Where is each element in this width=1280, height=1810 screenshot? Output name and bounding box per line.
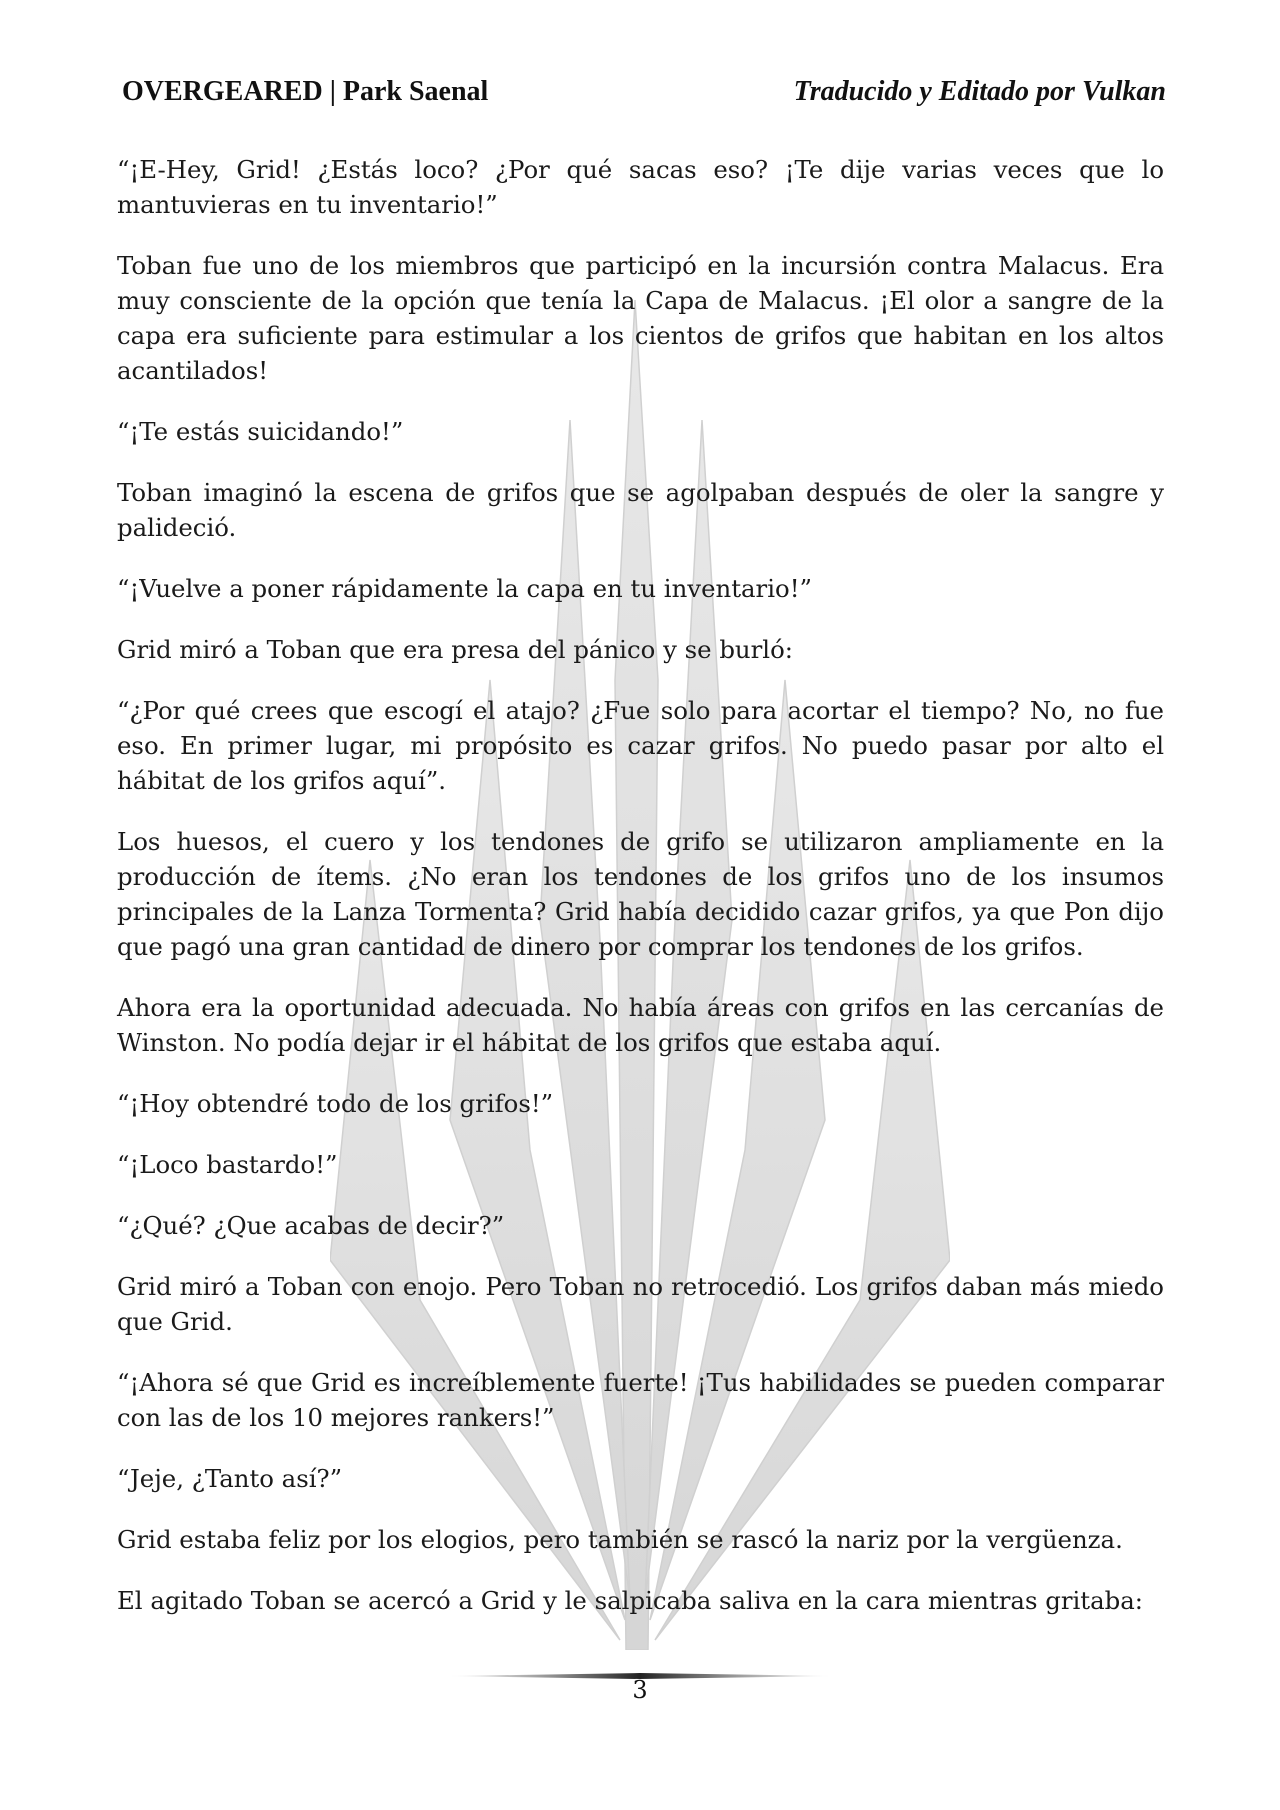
paragraph: “¡Vuelve a poner rápidamente la capa en tu inventario!”: [117, 574, 812, 603]
paragraph: El agitado Toban se acercó a Grid y le salpicaba saliva en la cara mientras gritaba:: [117, 1586, 1144, 1615]
paragraph: “¡Loco bastardo!”: [117, 1150, 338, 1179]
paragraph: Ahora era la oportunidad adecuada. No había áreas con grifos en las cercanías de Winston. No podía dejar ir el hábitat de los grifos que estaba aquí.: [117, 993, 1164, 1057]
paragraph: “¡E-Hey, Grid! ¿Estás loco? ¿Por qué sacas eso? ¡Te dije varias veces que lo mantuvieras en tu inventario!”: [117, 155, 1164, 219]
paragraph: Los huesos, el cuero y los tendones de grifo se utilizaron ampliamente en la producción de ítems. ¿No eran los tendones de los grifos uno de los insumos principales de la Lanza Tormenta? Grid había decidido cazar grifos, ya que Pon dijo que pagó una gran cantidad de dinero por comprar los tendones de los grifos.: [117, 827, 1164, 961]
header-credit: Traducido y Editado por Vulkan: [793, 76, 1166, 107]
header-title: OVERGEARED | Park Saenal: [122, 76, 489, 107]
page-number: 3: [632, 1676, 648, 1704]
paragraph: “¡Hoy obtendré todo de los grifos!”: [117, 1089, 554, 1118]
paragraph: Grid estaba feliz por los elogios, pero también se rascó la nariz por la vergüenza.: [117, 1525, 1123, 1554]
paragraph: “¿Qué? ¿Que acabas de decir?”: [117, 1211, 505, 1240]
page-header: [122, 76, 1166, 116]
page-body: [117, 152, 1164, 1644]
paragraph: “¿Por qué crees que escogí el atajo? ¿Fue solo para acortar el tiempo? No, no fue eso. En primer lugar, mi propósito es cazar grifos. No puedo pasar por alto el hábitat de los grifos aquí”.: [117, 696, 1164, 795]
paragraph: Grid miró a Toban con enojo. Pero Toban no retrocedió. Los grifos daban más miedo que Grid.: [117, 1272, 1164, 1336]
paragraph: Grid miró a Toban que era presa del pánico y se burló:: [117, 635, 794, 664]
paragraph: Toban imaginó la escena de grifos que se agolpaban después de oler la sangre y palideció.: [117, 478, 1164, 542]
paragraph: “Jeje, ¿Tanto así?”: [117, 1464, 343, 1493]
paragraph: Toban fue uno de los miembros que participó en la incursión contra Malacus. Era muy consciente de la opción que tenía la Capa de Malacus. ¡El olor a sangre de la capa era suficiente para estimular a los cientos de grifos que habitan en los altos acantilados!: [117, 251, 1164, 385]
paragraph: “¡Ahora sé que Grid es increíblemente fuerte! ¡Tus habilidades se pueden comparar con las de los 10 mejores rankers!”: [117, 1368, 1164, 1432]
paragraph: “¡Te estás suicidando!”: [117, 417, 404, 446]
